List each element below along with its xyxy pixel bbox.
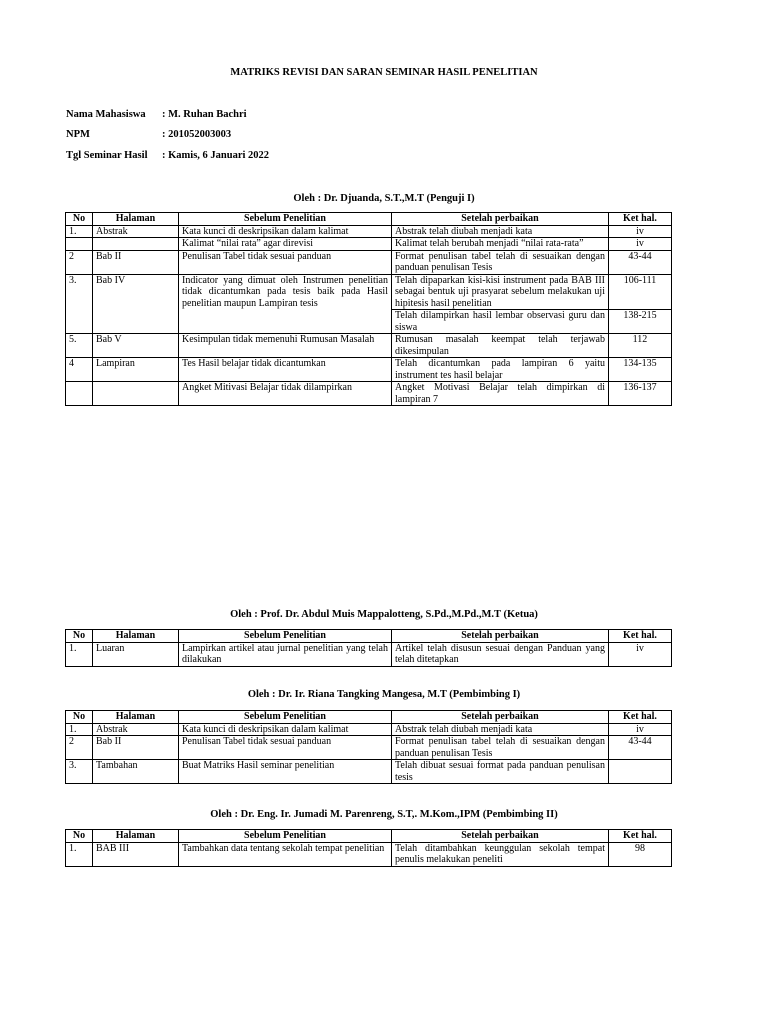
cell-halaman: Bab V bbox=[93, 334, 179, 358]
header-sebelum: Sebelum Penelitian bbox=[179, 213, 392, 226]
cell-halaman: Bab II bbox=[93, 736, 179, 760]
cell-no: 1. bbox=[66, 723, 93, 736]
header-sebelum: Sebelum Penelitian bbox=[179, 711, 392, 724]
cell-setelah: Telah ditambahkan keunggulan sekolah tempat penulis melakukan peneliti bbox=[392, 842, 609, 866]
cell-no: 1. bbox=[66, 225, 93, 238]
cell-sebelum: Buat Matriks Hasil seminar penelitian bbox=[179, 760, 392, 784]
table-row bbox=[66, 274, 672, 310]
header-setelah: Setelah perbaikan bbox=[392, 711, 609, 724]
cell-ket: 43-44 bbox=[609, 736, 672, 760]
cell-setelah: Telah dicantumkan pada lampiran 6 yaitu instrument tes hasil belajar bbox=[392, 358, 609, 382]
table-row bbox=[66, 723, 672, 736]
cell-halaman: Tambahan bbox=[93, 760, 179, 784]
section-title-penguji: Oleh : Dr. Djuanda, S.T.,M.T (Penguji I) bbox=[293, 193, 475, 204]
header-halaman: Halaman bbox=[93, 711, 179, 724]
table-row bbox=[66, 238, 672, 251]
cell-ket: 106-111 bbox=[609, 274, 672, 310]
cell-setelah: Kalimat telah berubah menjadi “nilai rata-rata” bbox=[392, 238, 609, 251]
cell-ket: 43-44 bbox=[609, 250, 672, 274]
cell-ket: 138-215 bbox=[609, 310, 672, 334]
cell-halaman bbox=[93, 382, 179, 406]
page-title: MATRIKS REVISI DAN SARAN SEMINAR HASIL PENELITIAN bbox=[230, 67, 538, 78]
info-label: Tgl Seminar Hasil bbox=[66, 150, 148, 161]
info-value: : M. Ruhan Bachri bbox=[162, 109, 247, 120]
cell-no bbox=[66, 382, 93, 406]
cell-sebelum: Kalimat “nilai rata” agar direvisi bbox=[179, 238, 392, 251]
table-row bbox=[66, 334, 672, 358]
cell-setelah: Telah dibuat sesuai format pada panduan penulisan tesis bbox=[392, 760, 609, 784]
cell-no bbox=[66, 238, 93, 251]
table-header-row bbox=[66, 830, 672, 843]
header-ket: Ket hal. bbox=[609, 830, 672, 843]
table-header-row bbox=[66, 711, 672, 724]
info-value: : 201052003003 bbox=[162, 129, 232, 140]
table-header-row bbox=[66, 630, 672, 643]
cell-setelah: Format penulisan tabel telah di sesuaikan dengan panduan penulisan Tesis bbox=[392, 736, 609, 760]
cell-halaman: Abstrak bbox=[93, 225, 179, 238]
info-value: : Kamis, 6 Januari 2022 bbox=[162, 150, 270, 161]
cell-halaman bbox=[93, 238, 179, 251]
header-ket: Ket hal. bbox=[609, 711, 672, 724]
header-sebelum: Sebelum Penelitian bbox=[179, 830, 392, 843]
cell-ket: 136-137 bbox=[609, 382, 672, 406]
table-row bbox=[66, 760, 672, 784]
header-no: No bbox=[66, 830, 93, 843]
table-pembimbing-2 bbox=[65, 829, 672, 867]
section-title-pembimbing-1: Oleh : Dr. Ir. Riana Tangking Mangesa, M.T (Pembimbing I) bbox=[247, 689, 521, 700]
cell-halaman: BAB III bbox=[93, 842, 179, 866]
cell-sebelum: Tambahkan data tentang sekolah tempat penelitian bbox=[179, 842, 392, 866]
cell-ket: 98 bbox=[609, 842, 672, 866]
table-penguji bbox=[65, 212, 672, 406]
table-row bbox=[66, 225, 672, 238]
info-label: NPM bbox=[66, 129, 90, 140]
header-ket: Ket hal. bbox=[609, 213, 672, 226]
cell-sebelum: Kata kunci di deskripsikan dalam kalimat bbox=[179, 723, 392, 736]
header-halaman: Halaman bbox=[93, 213, 179, 226]
info-label: Nama Mahasiswa bbox=[66, 109, 146, 120]
table-row bbox=[66, 382, 672, 406]
cell-no: 3. bbox=[66, 274, 93, 334]
cell-setelah: Telah dilampirkan hasil lembar observasi guru dan siswa bbox=[392, 310, 609, 334]
table-row bbox=[66, 358, 672, 382]
cell-halaman: Lampiran bbox=[93, 358, 179, 382]
header-ket: Ket hal. bbox=[609, 630, 672, 643]
cell-ket: iv bbox=[609, 238, 672, 251]
header-no: No bbox=[66, 630, 93, 643]
table-row bbox=[66, 642, 672, 666]
table-row bbox=[66, 250, 672, 274]
cell-no: 5. bbox=[66, 334, 93, 358]
cell-no: 2 bbox=[66, 250, 93, 274]
cell-ket bbox=[609, 760, 672, 784]
cell-no: 1. bbox=[66, 642, 93, 666]
header-no: No bbox=[66, 213, 93, 226]
table-ketua bbox=[65, 629, 672, 667]
cell-sebelum: Indicator yang dimuat oleh Instrumen penelitian tidak dicantumkan pada tesis baik pada Hasil penelitian maupun Lampiran tesis bbox=[179, 274, 392, 334]
cell-sebelum: Lampirkan artikel atau jurnal penelitian yang telah dilakukan bbox=[179, 642, 392, 666]
cell-setelah: Telah dipaparkan kisi-kisi instrument pada BAB III sebagai bentuk uji prasyarat sebelum melakukan uji hipitesis hasil penelitian bbox=[392, 274, 609, 310]
cell-setelah: Abstrak telah diubah menjadi kata bbox=[392, 225, 609, 238]
header-halaman: Halaman bbox=[93, 830, 179, 843]
section-title-pembimbing-2: Oleh : Dr. Eng. Ir. Jumadi M. Parenreng, S.T,. M.Kom.,IPM (Pembimbing II) bbox=[210, 809, 558, 820]
table-header-row bbox=[66, 213, 672, 226]
table-row bbox=[66, 736, 672, 760]
cell-sebelum: Angket Mitivasi Belajar tidak dilampirkan bbox=[179, 382, 392, 406]
section-title-ketua: Oleh : Prof. Dr. Abdul Muis Mappalotteng, S.Pd.,M.Pd.,M.T (Ketua) bbox=[230, 609, 538, 620]
cell-setelah: Artikel telah disusun sesuai dengan Panduan yang telah ditetapkan bbox=[392, 642, 609, 666]
header-halaman: Halaman bbox=[93, 630, 179, 643]
cell-ket: 134-135 bbox=[609, 358, 672, 382]
cell-halaman: Bab IV bbox=[93, 274, 179, 334]
cell-ket: iv bbox=[609, 642, 672, 666]
cell-halaman: Luaran bbox=[93, 642, 179, 666]
table-row bbox=[66, 842, 672, 866]
cell-sebelum: Tes Hasil belajar tidak dicantumkan bbox=[179, 358, 392, 382]
header-sebelum: Sebelum Penelitian bbox=[179, 630, 392, 643]
cell-ket: iv bbox=[609, 723, 672, 736]
cell-no: 4 bbox=[66, 358, 93, 382]
cell-no: 1. bbox=[66, 842, 93, 866]
info-row-nama bbox=[66, 109, 247, 120]
info-row-npm bbox=[66, 129, 231, 140]
header-setelah: Setelah perbaikan bbox=[392, 830, 609, 843]
header-no: No bbox=[66, 711, 93, 724]
cell-setelah: Abstrak telah diubah menjadi kata bbox=[392, 723, 609, 736]
cell-sebelum: Penulisan Tabel tidak sesuai panduan bbox=[179, 250, 392, 274]
cell-setelah: Format penulisan tabel telah di sesuaikan dengan panduan penulisan Tesis bbox=[392, 250, 609, 274]
cell-no: 3. bbox=[66, 760, 93, 784]
cell-halaman: Abstrak bbox=[93, 723, 179, 736]
cell-no: 2 bbox=[66, 736, 93, 760]
table-pembimbing-1 bbox=[65, 710, 672, 784]
cell-sebelum: Penulisan Tabel tidak sesuai panduan bbox=[179, 736, 392, 760]
cell-sebelum: Kata kunci di deskripsikan dalam kalimat bbox=[179, 225, 392, 238]
cell-ket: iv bbox=[609, 225, 672, 238]
header-setelah: Setelah perbaikan bbox=[392, 213, 609, 226]
cell-sebelum: Kesimpulan tidak memenuhi Rumusan Masalah bbox=[179, 334, 392, 358]
cell-setelah: Rumusan masalah keempat telah terjawab dikesimpulan bbox=[392, 334, 609, 358]
cell-halaman: Bab II bbox=[93, 250, 179, 274]
cell-ket: 112 bbox=[609, 334, 672, 358]
info-row-tgl bbox=[66, 150, 269, 161]
header-setelah: Setelah perbaikan bbox=[392, 630, 609, 643]
cell-setelah: Angket Motivasi Belajar telah dimpirkan di lampiran 7 bbox=[392, 382, 609, 406]
